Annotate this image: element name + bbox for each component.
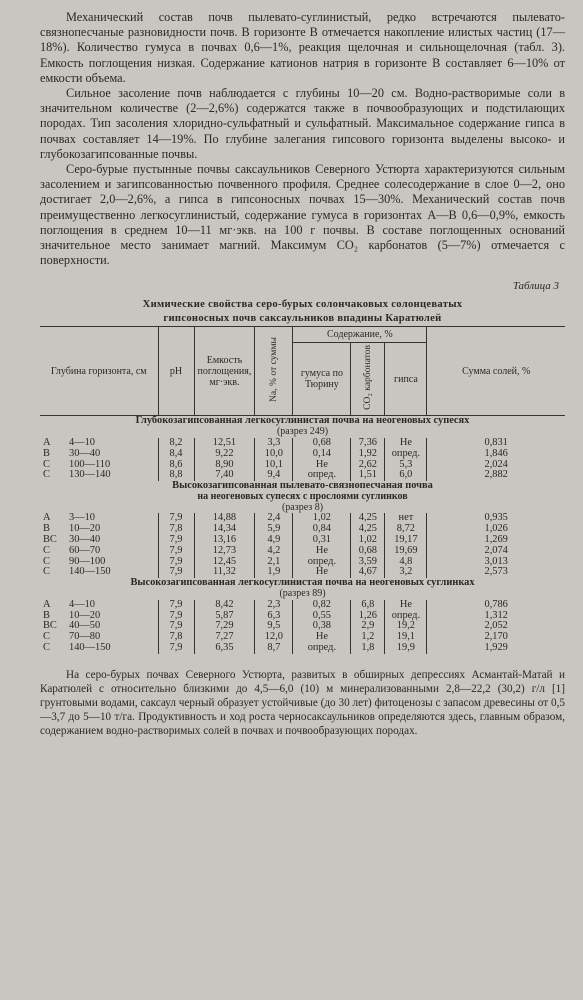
cell-capacity: 5,87 (194, 611, 255, 622)
cell-na: 8,7 (255, 643, 293, 654)
cell-co2: 1,2 (351, 632, 385, 643)
cell-ph: 7,9 (158, 567, 194, 578)
cell-ph: 7,8 (158, 524, 194, 535)
cell-ph: 7,9 (158, 621, 194, 632)
section-title: Высокозагипсованная легкосуглинистая почва на неогеновых суглинках (130, 577, 475, 589)
cell-co2: 1,02 (351, 535, 385, 546)
cell-gypsum: 19,2 (385, 621, 427, 632)
table-body (40, 416, 565, 654)
cell-ph: 8,2 (158, 438, 194, 449)
cell-humus: опред. (293, 470, 351, 481)
cell-humus: Не (293, 460, 351, 471)
header-na: Na, % от суммы (268, 337, 280, 403)
chemical-properties-table (40, 326, 565, 653)
cell-humus: опред. (293, 557, 351, 568)
cell-salts: 0,831 (427, 438, 565, 449)
cell-salts: 3,013 (427, 557, 565, 568)
depth-range: 140—150 (69, 642, 111, 654)
cell-co2: 1,8 (351, 643, 385, 654)
horizon-label: С (43, 631, 50, 643)
depth-range: 4—10 (69, 598, 95, 610)
cell-humus: 0,68 (293, 438, 351, 449)
cell-salts: 1,269 (427, 535, 565, 546)
cell-na: 12,0 (255, 632, 293, 643)
cell-salts: 2,074 (427, 546, 565, 557)
cell-salts: 2,170 (427, 632, 565, 643)
cell-capacity: 12,73 (194, 546, 255, 557)
horizon-label: В (43, 609, 50, 621)
cell-capacity: 7,40 (194, 470, 255, 481)
paragraph: Механический состав почв пылевато-суглинистый, редко встречаются пылевато-связнопесчаные разновидности почв. В горизонте В отмечается накопление илистых частиц (17—18%). Количество гумуса в почвах 0,6—1%, реакция щелочная и сильнощелочная (табл. 3). Емкость поглощения низкая. Содержание катионов натрия в горизонте В составляет 6—10% от емкости объема. (40, 10, 565, 85)
section-title-line2: на неогеновых супесях с прослоями суглинков (197, 490, 408, 502)
depth-range: 40—50 (69, 620, 101, 632)
cell-capacity: 14,34 (194, 524, 255, 535)
cell-gypsum: 4,8 (385, 557, 427, 568)
section-header (40, 578, 565, 600)
cell-na: 4,9 (255, 535, 293, 546)
horizon-label: В (43, 447, 50, 459)
paragraph: Серо-бурые пустынные почвы саксаульников Северного Устюрта характеризуются сильным засолением и загипсованностью почвенного профиля. Среднее солесодержание в слое 0—2, оно достигает 2,0—2,6%, а гипса в гипсоносных почвах 15—30%. Механический состав почв преимущественно легкосуглинистый, содержание гумуса в горизонтах А—В 0,6—0,9%, емкость поглощения в среднем 10—11 мг·экв. на 100 г почвы. В составе поглощенных оснований значительное место занимает магний. Максимум CO₂ карбонатов (5—7%) отмечается с поверхности. (40, 162, 565, 268)
horizon-label: С (43, 642, 50, 654)
section-header (40, 481, 565, 513)
cell-ph: 7,9 (158, 513, 194, 524)
cell-gypsum: 19,69 (385, 546, 427, 557)
paragraph: Сильное засоление почв наблюдается с глубины 10—20 см. Водно-растворимые соли в значительном количестве (2—2,6%) содержатся также в почвообразующих и подстилающих породах. Тип засоления хлоридно-сульфатный и сульфатный. Максимальное содержание гипса в почвах составляет 14—19%. По глубине залегания гипсового горизонта выделены высоко- и глубокозагипсованные почвы. (40, 86, 565, 161)
cell-humus: опред. (293, 643, 351, 654)
header-ph: pH (158, 327, 194, 416)
cell-humus: 1,02 (293, 513, 351, 524)
cell-salts: 2,882 (427, 470, 565, 481)
cell-horizon-depth (40, 643, 158, 654)
cell-humus: 0,14 (293, 449, 351, 460)
cell-gypsum: Не (385, 438, 427, 449)
cell-na: 9,5 (255, 621, 293, 632)
cell-capacity: 6,35 (194, 643, 255, 654)
cell-co2: 1,92 (351, 449, 385, 460)
cell-humus: 0,31 (293, 535, 351, 546)
cell-capacity: 12,51 (194, 438, 255, 449)
cell-co2: 2,62 (351, 460, 385, 471)
closing-paragraph: На серо-бурых почвах Северного Устюрта, развитых в обширных депрессиях Асмантай-Матай и Каратюлей с относительно близкими до 4,5—6,0 (10) м минерализованными 2,8—22,2 (30,2) г/л [1] грунтовыми водами, саксаул черный образует устойчивые (до 30 лет) фитоценозы с запасом древесины от 0,5—3,7 до 5—10 т/га. Продуктивность и ход роста черносаксаульников определяются здесь, главным образом, содержанием водно-растворимых солей в почвах и почвообразующих породах. (40, 668, 565, 737)
cell-capacity: 9,22 (194, 449, 255, 460)
section-cut-number: (разрез 89) (279, 588, 326, 600)
cell-na: 2,1 (255, 557, 293, 568)
cell-capacity: 13,16 (194, 535, 255, 546)
table-title: Химические свойства серо-бурых солончаковых солонцеватых (142, 299, 463, 311)
section-title: Глубокозагипсованная легкосуглинистая почва на неогеновых супесях (135, 415, 470, 427)
cell-co2: 4,67 (351, 567, 385, 578)
cell-co2: 3,59 (351, 557, 385, 568)
table-title-line2: гипсоносных почв саксаульников впадины Каратюлей (163, 313, 442, 325)
cell-co2: 6,8 (351, 600, 385, 611)
cell-na: 2,3 (255, 600, 293, 611)
cell-gypsum: 19,17 (385, 535, 427, 546)
depth-range: 60—70 (69, 544, 101, 556)
section-header (40, 416, 565, 438)
cell-ph: 7,9 (158, 643, 194, 654)
horizon-label: С (43, 566, 50, 578)
cell-ph: 8,6 (158, 460, 194, 471)
header-content: Содержание, % (293, 327, 427, 343)
header-depth: Глубина горизонта, см (40, 327, 158, 416)
cell-ph: 7,9 (158, 600, 194, 611)
cell-gypsum: 8,72 (385, 524, 427, 535)
horizon-label: А (43, 598, 51, 610)
cell-salts: 1,026 (427, 524, 565, 535)
cell-capacity: 7,27 (194, 632, 255, 643)
cell-na: 9,4 (255, 470, 293, 481)
cell-ph: 7,8 (158, 632, 194, 643)
cell-humus: Не (293, 632, 351, 643)
cell-gypsum: 19,1 (385, 632, 427, 643)
section-cut-number: (разрез 8) (281, 501, 324, 513)
cell-salts: 1,846 (427, 449, 565, 460)
horizon-label: С (43, 544, 50, 556)
cell-co2: 4,25 (351, 513, 385, 524)
cell-capacity: 8,90 (194, 460, 255, 471)
cell-na: 3,3 (255, 438, 293, 449)
cell-humus: Не (293, 567, 351, 578)
cell-gypsum: опред. (385, 449, 427, 460)
header-salts: Сумма солей, % (427, 327, 565, 416)
cell-co2: 1,51 (351, 470, 385, 481)
table-row (40, 643, 565, 654)
depth-range: 30—40 (69, 534, 101, 546)
table-row (40, 449, 565, 460)
depth-range: 70—80 (69, 631, 101, 643)
cell-capacity: 12,45 (194, 557, 255, 568)
cell-co2: 4,25 (351, 524, 385, 535)
depth-range: 3—10 (69, 512, 95, 524)
horizon-label: С (43, 469, 50, 481)
cell-na: 2,4 (255, 513, 293, 524)
cell-humus: 0,38 (293, 621, 351, 632)
cell-gypsum: нет (385, 513, 427, 524)
cell-ph: 7,9 (158, 611, 194, 622)
cell-ph: 7,9 (158, 535, 194, 546)
horizon-label: С (43, 555, 50, 567)
section-title: Высокозагипсованная пылевато-связнопесчаная почва (172, 480, 433, 492)
cell-capacity: 7,29 (194, 621, 255, 632)
cell-gypsum: 19,9 (385, 643, 427, 654)
cell-na: 10,1 (255, 460, 293, 471)
cell-gypsum: опред. (385, 611, 427, 622)
cell-capacity: 14,88 (194, 513, 255, 524)
cell-salts: 1,312 (427, 611, 565, 622)
cell-gypsum: Не (385, 600, 427, 611)
depth-range: 4—10 (69, 436, 95, 448)
cell-salts: 2,024 (427, 460, 565, 471)
cell-salts: 0,935 (427, 513, 565, 524)
cell-gypsum: 5,3 (385, 460, 427, 471)
cell-humus: 0,84 (293, 524, 351, 535)
horizon-label: ВС (43, 620, 57, 632)
cell-ph: 8,4 (158, 449, 194, 460)
cell-co2: 2,9 (351, 621, 385, 632)
depth-range: 30—40 (69, 447, 101, 459)
depth-range: 10—20 (69, 609, 101, 621)
cell-capacity: 8,42 (194, 600, 255, 611)
depth-range: 130—140 (69, 469, 111, 481)
horizon-label: ВС (43, 534, 57, 546)
depth-range: 100—110 (69, 458, 111, 470)
cell-na: 4,2 (255, 546, 293, 557)
cell-salts: 2,573 (427, 567, 565, 578)
horizon-label: А (43, 436, 51, 448)
header-gypsum: гипса (385, 343, 427, 416)
cell-capacity: 11,32 (194, 567, 255, 578)
cell-co2: 1,26 (351, 611, 385, 622)
cell-gypsum: 6,0 (385, 470, 427, 481)
cell-ph: 7,9 (158, 546, 194, 557)
cell-humus: 0,82 (293, 600, 351, 611)
cell-salts: 0,786 (427, 600, 565, 611)
cell-horizon-depth (40, 470, 158, 481)
horizon-label: В (43, 523, 50, 535)
horizon-label: А (43, 512, 51, 524)
cell-humus: 0,55 (293, 611, 351, 622)
cell-salts: 2,052 (427, 621, 565, 632)
header-capacity: Емкость поглощения, мг·экв. (194, 327, 255, 416)
depth-range: 90—100 (69, 555, 106, 567)
header-co2: CO₂ карбонатов (362, 345, 374, 411)
depth-range: 10—20 (69, 523, 101, 535)
cell-co2: 7,36 (351, 438, 385, 449)
depth-range: 140—150 (69, 566, 111, 578)
table-number: Таблица 3 (512, 280, 559, 293)
cell-na: 10,0 (255, 449, 293, 460)
cell-humus: Не (293, 546, 351, 557)
cell-na: 6,3 (255, 611, 293, 622)
cell-ph: 7,9 (158, 557, 194, 568)
cell-na: 5,9 (255, 524, 293, 535)
cell-na: 1,9 (255, 567, 293, 578)
cell-co2: 0,68 (351, 546, 385, 557)
cell-gypsum: 3,2 (385, 567, 427, 578)
section-cut-number: (разрез 249) (276, 426, 329, 438)
horizon-label: С (43, 458, 50, 470)
cell-ph: 8,8 (158, 470, 194, 481)
cell-salts: 1,929 (427, 643, 565, 654)
header-humus: гумуса по Тюрину (293, 343, 351, 416)
